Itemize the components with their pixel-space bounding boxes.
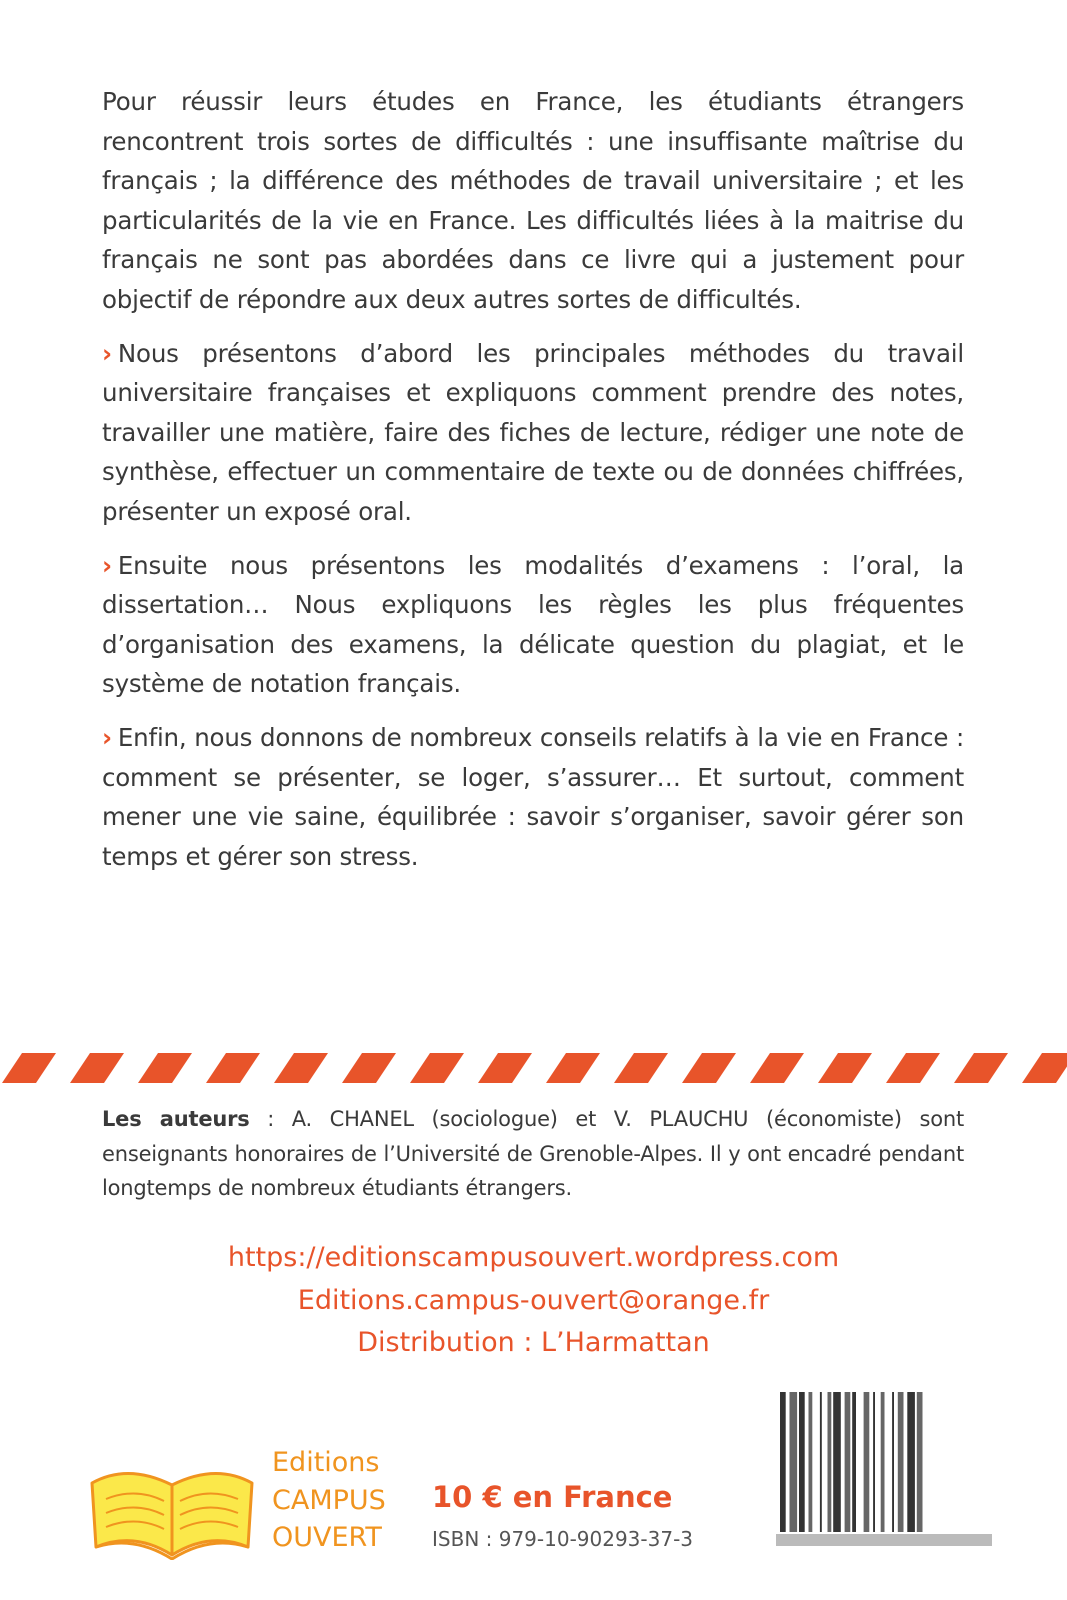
- barcode-bar: [864, 1392, 870, 1532]
- isbn-label: ISBN : 979-10-90293-37-3: [432, 1527, 694, 1551]
- publisher-line-3: OUVERT: [272, 1522, 382, 1553]
- barcode-bar: [780, 1392, 786, 1532]
- intro-paragraph: Pour réussir leurs études en France, les étudiants étrangers rencontrent trois sortes de difficultés : une insuffisante maîtrise du français ; la différence des méthodes de travail universitaire ; et les particularités de la vie en France. Les difficultés liées à la maitrise du français ne sont pas abordées dans ce livre qui a justement pour objectif de répondre aux deux autres sortes de difficultés.: [102, 87, 964, 314]
- authors-text: : A. CHANEL (sociologue) et V. PLAUCHU (économiste) sont enseignants honoraires de l’Université de Grenoble-Alpes. Il y ont encadré pendant longtemps de nombreux étudiants étrangers.: [102, 1107, 964, 1200]
- barcode-bar: [892, 1392, 894, 1532]
- barcode-bar: [898, 1392, 904, 1532]
- chevron-right-icon: ›: [102, 550, 112, 580]
- barcode-bar: [845, 1392, 851, 1532]
- contact-block: [0, 1237, 1067, 1365]
- barcode-bar: [873, 1392, 875, 1532]
- email-link[interactable]: Editions.campus-ouvert@orange.fr: [297, 1284, 770, 1316]
- life-text: Enfin, nous donnons de nombreux conseils relatifs à la vie en France : comment se présenter, se loger, s’assurer… Et surtout, comment mener une vie saine, équilibrée : savoir s’organiser, savoir gérer son temps et gérer son stress.: [102, 722, 964, 871]
- price-label: 10 € en France: [432, 1480, 673, 1514]
- barcode-bar: [790, 1392, 798, 1532]
- publisher-line-2: CAMPUS: [272, 1484, 386, 1516]
- barcode-bar: [828, 1392, 832, 1532]
- barcode-bar: [907, 1392, 915, 1532]
- hazard-stripe-divider: [0, 1053, 1067, 1083]
- chevron-right-icon: ›: [102, 722, 112, 752]
- chevron-right-icon: ›: [102, 338, 112, 368]
- website-link[interactable]: https://editionscampusouvert.wordpress.com: [227, 1242, 840, 1273]
- exams-paragraph: [102, 546, 964, 704]
- barcode-bar: [799, 1392, 805, 1532]
- description-text: [102, 82, 964, 890]
- open-book-icon: [88, 1455, 256, 1560]
- methods-paragraph: [102, 334, 964, 532]
- barcode-digits-band: [776, 1534, 992, 1546]
- authors-note: [102, 1102, 964, 1206]
- distribution-text: Distribution : L’Harmattan: [357, 1327, 710, 1358]
- authors-label: Les auteurs: [102, 1107, 250, 1131]
- publisher-logo-text: [272, 1444, 386, 1557]
- barcode-bar: [852, 1392, 856, 1532]
- methods-text: Nous présentons d’abord les principales méthodes du travail universitaire françaises et expliquons comment prendre des notes, travailler une matière, faire des fiches de lecture, rédiger une note de synthèse, effectuer un commentaire de texte ou de données chiffrées, présenter un exposé oral.: [102, 338, 964, 526]
- barcode-bar: [917, 1392, 923, 1532]
- barcode-bar: [833, 1392, 841, 1532]
- barcode-image: [776, 1392, 992, 1550]
- exams-text: Ensuite nous présentons les modalités d’examens : l’oral, la dissertation… Nous expliquons les règles les plus fréquentes d’organisation des examens, la délicate question du plagiat, et le système de notation français.: [102, 550, 964, 699]
- barcode-bar: [809, 1392, 813, 1532]
- barcode-bar: [881, 1392, 885, 1532]
- barcode-bar: [820, 1392, 822, 1532]
- publisher-line-1: Editions: [272, 1447, 380, 1478]
- life-paragraph: [102, 718, 964, 876]
